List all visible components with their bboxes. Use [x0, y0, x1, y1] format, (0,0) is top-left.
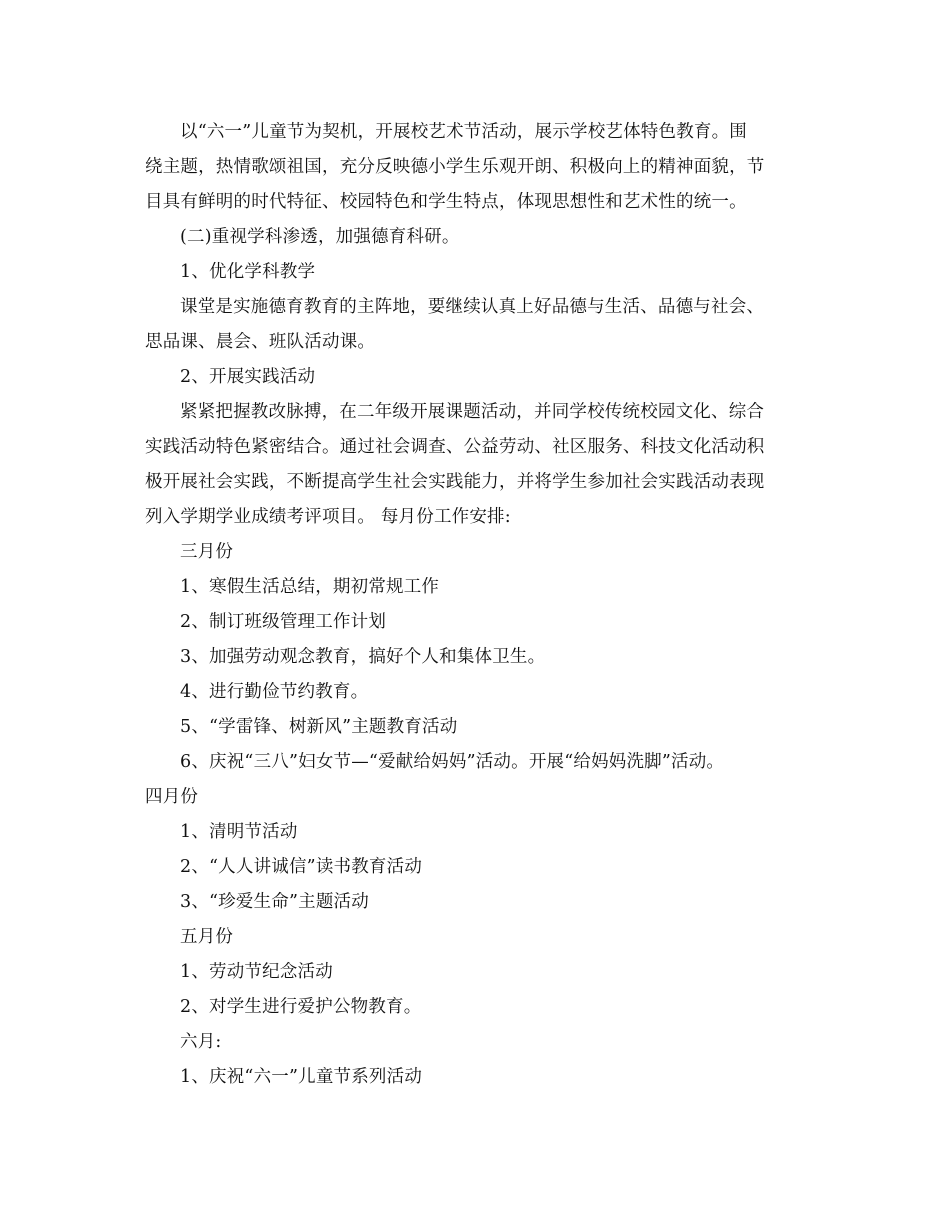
list-item: 2、制订班级管理工作计划: [180, 612, 387, 632]
list-item: 3、“珍爱生命”主题活动: [180, 892, 369, 912]
list-item: 2、“人人讲诚信”读书教育活动: [180, 857, 423, 877]
paragraph-line: 实践活动特色紧密结合。通过社会调查、公益劳动、社区服务、科技文化活动积: [145, 437, 765, 457]
month-heading: 六月:: [180, 1032, 222, 1052]
month-heading: 五月份: [180, 927, 234, 947]
subsection-heading: 1、优化学科教学: [180, 262, 316, 282]
paragraph-line: 课堂是实施德育教育的主阵地，要继续认真上好品德与生活、品德与社会、: [180, 297, 765, 317]
paragraph-line: 以“六一”儿童节为契机，开展校艺术节活动，展示学校艺体特色教育。围: [180, 122, 747, 142]
section-heading: (二)重视学科渗透，加强德育科研。: [180, 227, 460, 247]
subsection-heading: 2、开展实践活动: [180, 367, 316, 387]
list-item: 5、“学雷锋、树新风”主题教育活动: [180, 717, 458, 737]
list-item: 1、劳动节纪念活动: [180, 962, 333, 982]
paragraph-line: 绕主题，热情歌颂祖国，充分反映德小学生乐观开朗、积极向上的精神面貌，节: [145, 157, 765, 177]
paragraph-line: 极开展社会实践，不断提高学生社会实践能力，并将学生参加社会实践活动表现: [145, 472, 765, 492]
list-item: 4、进行勤俭节约教育。: [180, 682, 369, 702]
month-heading: 四月份: [145, 787, 199, 807]
list-item: 6、庆祝“三八”妇女节—“爱献给妈妈”活动。开展“给妈妈洗脚”活动。: [180, 752, 725, 772]
paragraph-line: 紧紧把握教改脉搏，在二年级开展课题活动，并同学校传统校园文化、综合: [180, 402, 765, 422]
paragraph-line: 列入学期学业成绩考评项目。 每月份工作安排:: [145, 507, 511, 527]
paragraph-line: 目具有鲜明的时代特征、校园特色和学生特点，体现思想性和艺术性的统一。: [145, 192, 747, 212]
list-item: 3、加强劳动观念教育，搞好个人和集体卫生。: [180, 647, 546, 667]
document-body: [145, 115, 805, 1095]
list-item: 1、寒假生活总结，期初常规工作: [180, 577, 440, 597]
paragraph-line: 思品课、晨会、班队活动课。: [145, 332, 376, 352]
month-heading: 三月份: [180, 542, 234, 562]
list-item: 1、庆祝“六一”儿童节系列活动: [180, 1067, 423, 1087]
list-item: 2、对学生进行爱护公物教育。: [180, 997, 422, 1017]
list-item: 1、清明节活动: [180, 822, 298, 842]
